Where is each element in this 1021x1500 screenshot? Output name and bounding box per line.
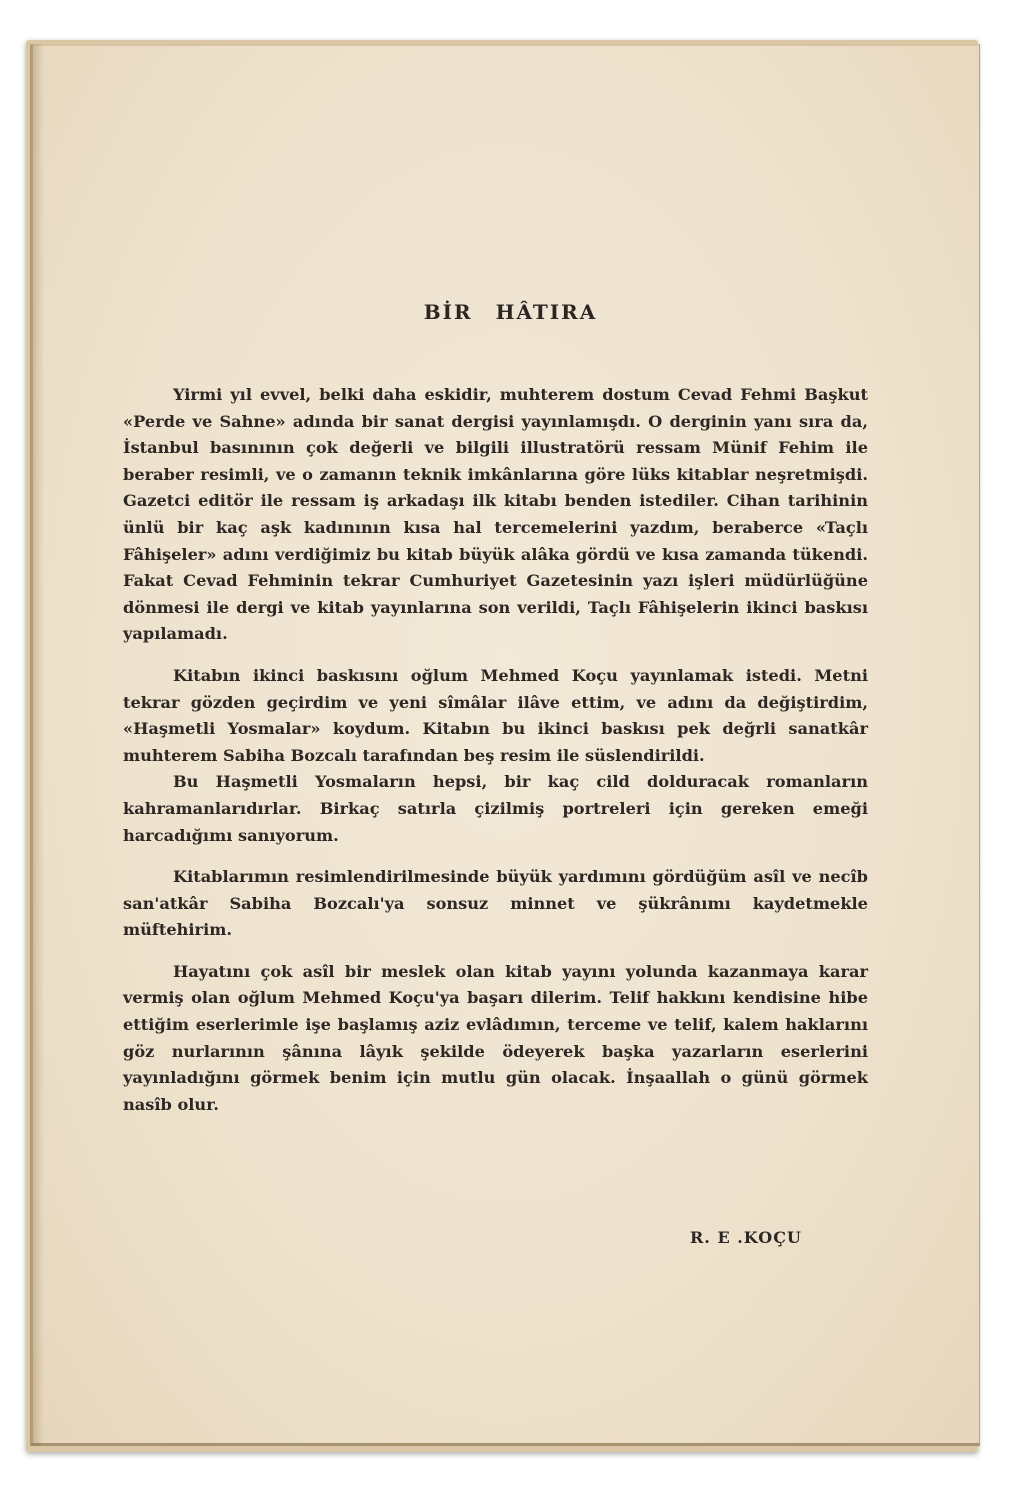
spine-shadow	[30, 44, 44, 1446]
paragraph-5: Hayatını çok asîl bir meslek olan kitab yayını yolunda kazanmaya karar vermiş olan oğlum Mehmed Koçu'ya başarı dilerim. Telif hakkını kendisine hibe ettiğim eserlerimle işe başlamış aziz evlâdımın, terceme ve telif, kalem haklarını göz nurlarının şânına lâyık şekilde ödeyerek başka yazarların eserlerini yayınladığını görmek benim için mutlu gün olacak. İnşaallah o günü görmek nasîb olur.	[123, 961, 868, 1114]
paragraph-3: Bu Haşmetli Yosmaların hepsi, bir kaç cild dolduracak romanların kahramanlarıdırlar. Birkaç satırla çizilmiş portreleri için gereken emeği harcadığımı sanıyorum.	[123, 772, 868, 845]
paragraph-1: Yirmi yıl evvel, belki daha eskidir, muhterem dostum Cevad Fehmi Başkut «Perde ve Sahne» adında bir sanat dergisi yayınlamışdı. O derginin yanı sıra da, İstanbul basınının çok değerli ve bilgili illustratörü ressam Münif Fehim ile beraber resimli, ve o zamanın teknik imkânlarına göre lüks kitablar neşretmişdi. Gazetci editör ile ressam iş arkadaşı ilk kitabı benden istediler. Cihan tarihinin ünlü bir kaç aşk kadınının kısa hal tercemelerini yazdım, beraberce «Taçlı Fâhişeler» adını verdiğimiz bu kitab büyük alâka gördü ve kısa zamanda tükendi. Fakat Cevad Fehminin tekrar Cumhuriyet Gazetesinin yazı işleri müdürlüğüne dönmesi ile dergi ve kitab yayınlarına son verildi, Taçlı Fâhişelerin ikinci baskısı yapılamadı.	[123, 385, 868, 644]
page-title: BİR HÂTIRA	[423, 300, 598, 324]
author-signature: R. E .KOÇU	[690, 1228, 802, 1247]
body-text	[123, 382, 868, 1118]
paragraph-4: Kitablarımın resimlendirilmesinde büyük yardımını gördüğüm asîl ve necîb san'atkâr Sabiha Bozcalı'ya sonsuz minnet ve şükrânımı kaydetmekle müftehirim.	[123, 867, 868, 940]
paragraph-2: Kitabın ikinci baskısını oğlum Mehmed Koçu yayınlamak istedi. Metni tekrar gözden geçirdim ve yeni sîmâlar ilâve ettim, ve adını da değiştirdim, «Haşmetli Yosmalar» koydum. Kitabın bu ikinci baskısı pek değrli sanatkâr muhterem Sabiha Bozcalı tarafından beş resim ile süslendirildi.	[123, 665, 868, 765]
